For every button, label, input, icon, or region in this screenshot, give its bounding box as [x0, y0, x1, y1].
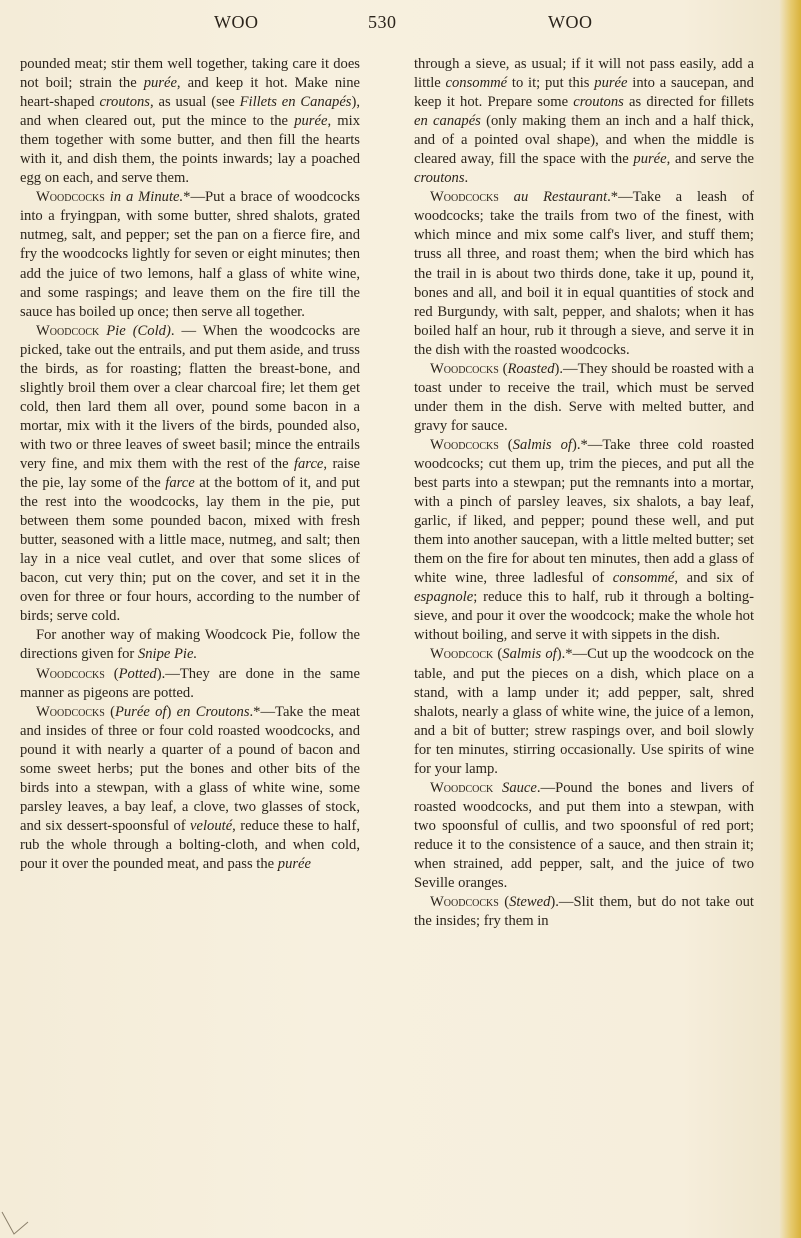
body-text: ( — [498, 894, 510, 911]
body-text: , and serve the — [666, 151, 754, 168]
recipe-heading-word: Woodcocks — [430, 894, 499, 911]
italic-text: velouté — [190, 817, 233, 834]
body-text: into a saucepan, and keep it hot. Prepare some — [414, 75, 754, 111]
recipe-heading-word: Woodcock — [430, 646, 494, 663]
italic-text: au Restaurant — [498, 189, 608, 206]
right-text-column — [414, 55, 754, 931]
recipe-heading-word: Woodcocks — [36, 665, 105, 682]
body-text: For another way of making Woodcock Pie, follow the directions given for — [20, 627, 360, 663]
italic-text: in a Minute. — [104, 189, 184, 206]
header-right-word: WOO — [548, 12, 593, 32]
body-text: as directed for fillets — [623, 94, 754, 111]
body-text: ( — [498, 436, 513, 453]
page-corner-mark — [0, 1210, 30, 1238]
italic-text: espagnole — [414, 589, 474, 606]
italic-text: Pie (Cold) — [99, 322, 171, 339]
recipe-paragraph — [20, 55, 360, 188]
italic-text: farce — [165, 475, 195, 492]
italic-text: croutons — [99, 94, 150, 111]
body-text: ( — [498, 360, 508, 377]
body-text: (only making them an inch and a half thick, and of a pointed oval shape), and when the middle is cleared away, fill the space with the — [414, 113, 755, 168]
italic-text: purée — [277, 855, 311, 872]
italic-text: purée — [294, 113, 328, 130]
recipe-paragraph — [20, 626, 360, 664]
body-text: ; reduce this to half, rub it through a bolting-sieve, and pour it over the woodcock; make the whole hot without boiling, and serve it with sippets in the dish. — [414, 589, 754, 644]
italic-text: en canapés — [414, 113, 481, 130]
italic-text: Fillets en Canapés — [239, 94, 352, 111]
header-left-word: WOO — [214, 12, 259, 32]
body-text: , and keep it hot. Make nine heart-shaped — [20, 75, 360, 111]
body-text: ( — [104, 665, 119, 682]
italic-text: purée — [594, 75, 628, 92]
italic-text: croutons — [414, 170, 465, 187]
italic-text: consommé — [445, 75, 508, 92]
recipe-heading-word: Woodcocks — [36, 703, 105, 720]
recipe-paragraph — [20, 322, 360, 627]
body-text: ) — [166, 703, 177, 720]
recipe-paragraph — [20, 665, 360, 703]
italic-text: Sauce — [493, 779, 537, 796]
italic-text: Roasted — [507, 360, 555, 377]
italic-text: Stewed — [509, 894, 551, 911]
italic-text: purée — [143, 75, 177, 92]
body-text: ( — [493, 646, 503, 663]
italic-text: consommé — [612, 570, 675, 587]
recipe-paragraph — [414, 55, 754, 188]
body-text: , mix them together with some butter, and then fill the hearts with it, and dish them, the points inwards; lay a poached egg on each, and serve them. — [20, 113, 360, 187]
recipe-paragraph — [20, 188, 360, 321]
body-text: to it; put this — [507, 75, 595, 92]
body-text: ).*—Cut up the woodcock on the table, and put the pieces on a dish, which place on a stand, with a lamp under it; add pepper, salt, shred shalots, nearly a glass of white wine, the juice of a lemon, and a bit of butter; strew raspings over, and boil slowly for ten minutes, stirring occasionally. Use spirits of wine for your lamp. — [414, 646, 754, 777]
recipe-paragraph — [414, 893, 754, 931]
recipe-paragraph — [414, 360, 754, 436]
italic-text: Salmis of — [512, 436, 572, 453]
body-text: , raise the pie, lay some of the — [20, 455, 360, 492]
recipe-heading-word: Woodcock — [36, 322, 100, 339]
body-text: ).—Slit them, but do not take out the insides; fry them in — [414, 894, 754, 930]
italic-text: Salmis of — [502, 646, 557, 663]
recipe-paragraph — [414, 645, 754, 778]
body-text: through a sieve, as usual; if it will not pass easily, add a little — [414, 56, 754, 92]
body-text: ).*—Take three cold roasted woodcocks; cut them up, trim the pieces, and put all the best parts into a stewpan; put the remnants into a mortar, with a pinch of parsley leaves, six shalots, a bay leaf, garlic, if liked, and pepper; pound these well, and put them into another saucepan, with a little melted butter; set them on the fire for about ten minutes, then add a glass of white wine, three ladlesful of — [414, 436, 754, 587]
running-header — [0, 12, 801, 38]
recipe-heading-word: Woodcocks — [430, 360, 499, 377]
body-text: ( — [104, 703, 115, 720]
body-text: . — [464, 170, 469, 187]
body-text: pounded meat; stir them well together, taking care it does not boil; strain the — [20, 56, 360, 92]
body-text: . — When the woodcocks are picked, take out the entrails, and put them aside, and truss the birds, as for roasting; flatten the breast-bone, and slightly broil them over a clear charcoal fire; let them get cold, then lard them all over, pound some bacon in a mortar, mix with it the livers of the birds, pounded also, with two or three leaves of sweet basil; mince the entrails very fine, and mix them with the rest of the — [20, 322, 360, 472]
left-text-column — [20, 55, 360, 874]
recipe-paragraph — [414, 779, 754, 893]
italic-text: purée — [633, 151, 667, 168]
body-text: ), and when cleared out, put the mince to the — [20, 94, 360, 130]
body-text: *—Put a brace of woodcocks into a fryingpan, with some butter, shred shalots, grated nutmeg, salt, and pepper; set the pan on a fierce fire, and fry the woodcocks lightly for seven or eight minutes; then add the juice of two lemons, half a glass of white wine, and some raspings; and leave them on the fire till the sauce has boiled up once; then serve all together. — [20, 189, 360, 320]
recipe-heading-word: Woodcocks — [430, 189, 499, 206]
italic-text: Purée of — [114, 703, 167, 720]
body-text: .*—Take the meat and insides of three or four cold roasted woodcocks, and pound it with nearly a quarter of a pound of bacon and some sweet herbs; put the bones and other bits of the birds into a stewpan, with a glass of white wine, some parsley leaves, a bay leaf, a clove, two glasses of stock, and six dessert-spoonsful of — [20, 703, 360, 834]
recipe-heading-word: Woodcock — [430, 779, 494, 796]
body-text: at the bottom of it, and put the rest into the woodcocks, lay them in the pie, put between them some pounded bacon, mixed with fresh butter, seasoned with a little mace, nutmeg, and salt; then lay in a nice veal cutlet, and over that some slices of bacon, cut very thin; put on the cover, and set it in the oven for three or four hours, according to the number of birds; serve cold. — [20, 475, 360, 625]
body-text: .*—Take a leash of woodcocks; take the trails from two of the finest, with which mince and mix some calf's liver, and stuff them; truss all three, and roast them; when the bird which has the trail in is about two thirds done, take it up, pound it, bones and all, and boil it in equal quantities of stock and red Burgundy, with salt, pepper, and shalots; when it has boiled half an hour, rub it through a sieve, and serve it in the dish with the roasted woodcocks. — [414, 189, 754, 358]
italic-text: croutons — [573, 94, 624, 111]
recipe-paragraph — [414, 188, 754, 359]
body-text: , and six of — [674, 570, 754, 587]
body-text: ).—They are done in the same manner as pigeons are potted. — [20, 665, 360, 701]
recipe-paragraph — [20, 703, 360, 874]
body-text: , as usual (see — [149, 94, 240, 111]
italic-text: Potted — [118, 665, 157, 682]
italic-text: farce — [293, 455, 324, 472]
body-text: ).—They should be roasted with a toast under to receive the trail, which must be served under them in the dish. Serve with melted butter, and gravy for sauce. — [414, 360, 754, 434]
page-edge-band — [779, 0, 801, 1238]
body-text: , reduce these to half, rub the whole through a bolting-cloth, and when cold, pour it over the pounded meat, and pass the — [20, 817, 360, 872]
italic-text: en Croutons — [176, 703, 250, 720]
recipe-heading-word: Woodcocks — [430, 436, 499, 453]
italic-text: Snipe Pie. — [137, 646, 198, 663]
recipe-paragraph — [414, 436, 754, 646]
recipe-heading-word: Woodcocks — [36, 189, 105, 206]
body-text: .—Pound the bones and livers of roasted woodcocks, and put them into a stewpan, with two spoonsful of cullis, and two spoonsful of red port; reduce it to the consistence of a sauce, and then strain it; when strained, add pepper, salt, and the juice of two Seville oranges. — [414, 779, 754, 892]
page-number: 530 — [368, 12, 397, 32]
